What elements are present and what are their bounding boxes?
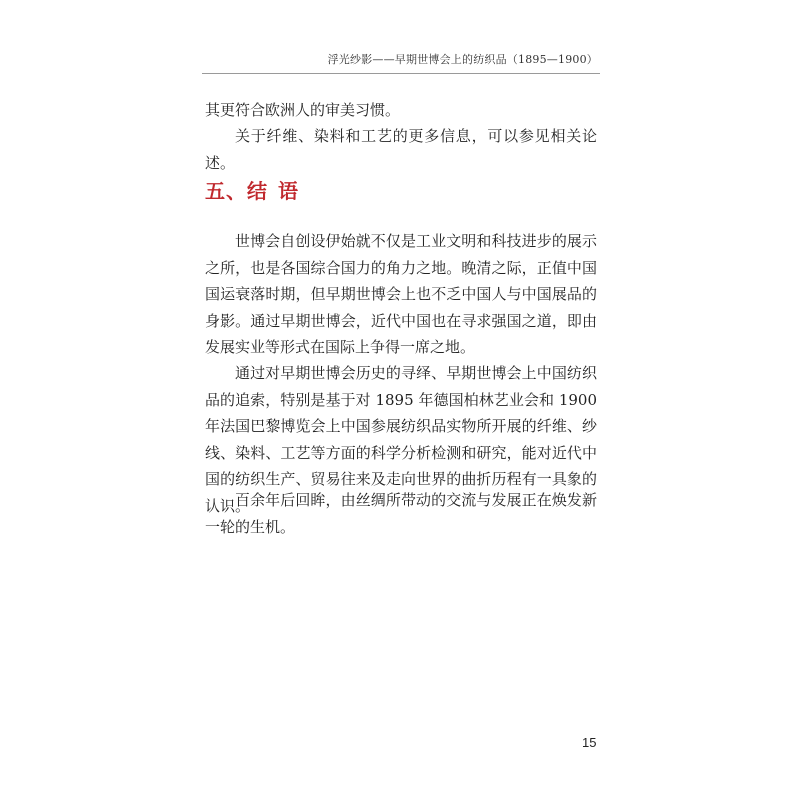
section-heading-part2: 语	[278, 179, 299, 203]
paragraph-2: 通过对早期世博会历史的寻绎、早期世博会上中国纺织品的追索，特别是基于对 1895 年德国柏林艺业会和 1900 年法国巴黎博览会上中国参展纺织品实物所开展的纤维、纱线、染料、工艺等方面的科学分析检测和研究，能对近代中国的纺织生产、贸易往来及走向世界的曲折历程有一具象的认识。	[205, 364, 597, 515]
header-rule	[202, 73, 600, 74]
paragraph-3: 百余年后回眸，由丝绸所带动的交流与发展正在焕发新一轮的生机。	[205, 491, 597, 536]
section-heading	[205, 175, 299, 204]
paragraph-more-info: 关于纤维、染料和工艺的更多信息，可以参见相关论述。	[205, 127, 597, 172]
paragraph-continued: 其更符合欧洲人的审美习惯。	[205, 101, 401, 119]
page-number: 15	[582, 735, 597, 750]
paragraph-1: 世博会自创设伊始就不仅是工业文明和科技进步的展示之所，也是各国综合国力的角力之地。晚清之际，正值中国国运衰落时期，但早期世博会上也不乏中国人与中国展品的身影。通过早期世博会，近代中国也在寻求强国之道，即由发展实业等形式在国际上争得一席之地。	[205, 232, 597, 356]
running-header: 浮光纱影——早期世博会上的纺织品（1895—1900）	[327, 53, 598, 66]
section-heading-part1: 五、结	[205, 179, 268, 203]
